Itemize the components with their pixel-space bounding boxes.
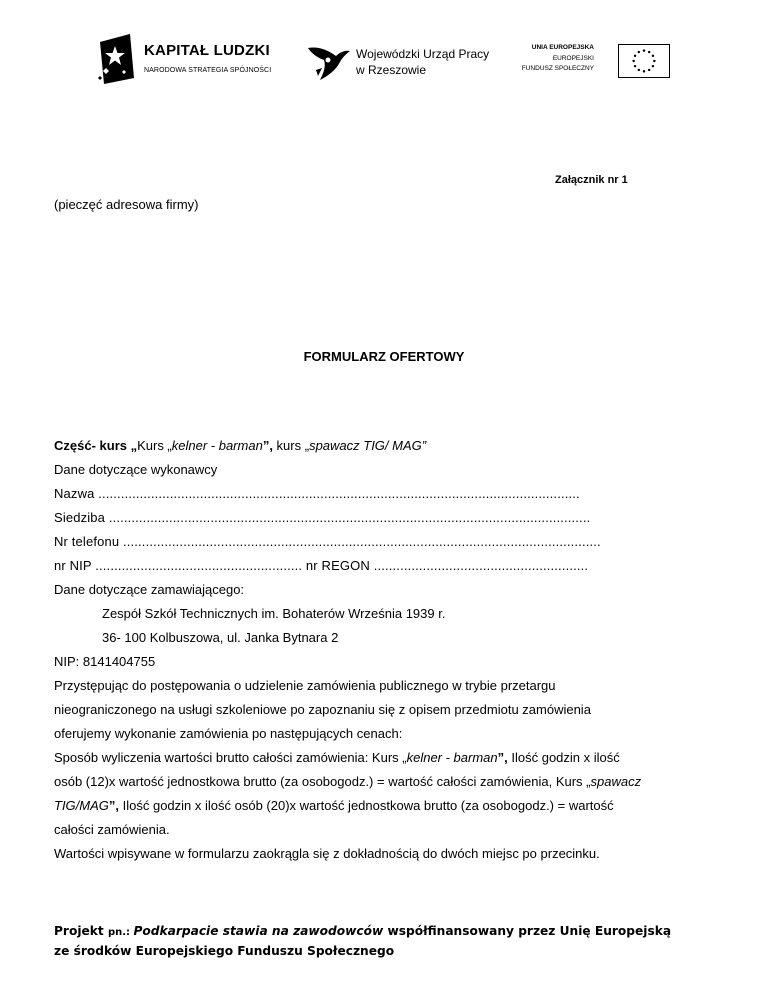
ordering-party-heading: Dane dotyczące zamawiającego: — [54, 582, 245, 597]
eu-line3: FUNDUSZ SPOŁECZNY — [521, 65, 594, 72]
ordering-party-nip: NIP: 8141404755 — [54, 654, 156, 669]
kapital-ludzki-logo — [96, 30, 272, 88]
calc-line-2 — [54, 774, 641, 789]
intro-line-3: oferujemy wykonanie zamówienia po następujących cenach: — [54, 726, 403, 741]
name-field: Nazwa ................................................................................................................................ — [54, 486, 580, 501]
wup-name-line1: Wojewódzki Urząd Pracy — [356, 47, 490, 61]
wup-bird-icon — [306, 40, 352, 82]
footer-line-2: ze środków Europejskiego Funduszu Społecznego — [54, 944, 395, 958]
ordering-party-address: 36- 100 Kolbuszowa, ul. Janka Bytnara 2 — [102, 630, 339, 645]
calc-text-a4: Ilość godzin x ilość — [507, 750, 620, 765]
calc-text-c3: Ilość godzin x ilość osób (20)x wartość jednostkowa brutto (za osobogodz.) = wartość — [119, 798, 614, 813]
rounding-note: Wartości wpisywane w formularzu zaokrągla się z dokładnością do dwóch miejsc po przecinku. — [54, 846, 600, 861]
calc-kelner: kelner - barman — [406, 750, 498, 765]
calc-spawacz: spawacz — [590, 774, 642, 789]
form-title: FORMULARZ OFERTOWY — [303, 349, 465, 364]
eu-line1: UNIA EUROPEJSKA — [531, 44, 594, 51]
eu-efs-logo — [521, 44, 670, 80]
kapital-ludzki-emblem-icon — [96, 30, 138, 86]
footer-line-1 — [54, 922, 671, 942]
nip-regon-field: nr NIP ....................................................... nr REGON ......................................................... — [54, 558, 589, 573]
eu-flag-icon — [618, 44, 670, 78]
calc-sep-a: ”, — [497, 750, 508, 765]
eu-line2: EUROPEJSKI — [552, 55, 594, 62]
calc-sep-c: ”, — [108, 798, 120, 813]
footer-cofinanced: współfinansowany przez Unię Europejską — [383, 924, 672, 938]
calc-text-a1: Sposób wyliczenia wartości brutto całości zamówienia: Kurs „ — [54, 750, 407, 765]
kapital-ludzki-subtitle: NARODOWA STRATEGIA SPÓJNOŚCI — [144, 67, 272, 74]
address-field: Siedziba ................................................................................................................................ — [54, 510, 591, 525]
kapital-ludzki-title: KAPITAŁ LUDZKI — [144, 42, 270, 59]
course-spawacz: spawacz TIG/ MAG” — [309, 438, 427, 453]
calc-line-4: całości zamówienia. — [54, 822, 170, 837]
wup-name-line2: w Rzeszowie — [356, 63, 427, 77]
calc-line-1 — [54, 750, 620, 765]
company-stamp-label: (pieczęć adresowa firmy) — [54, 197, 199, 212]
footer-projekt: Projekt — [54, 924, 108, 938]
course-prefix-2: kurs „ — [272, 438, 310, 453]
wup-rzeszow-logo — [306, 40, 496, 84]
intro-line-1: Przystępując do postępowania o udzielenie zamówienia publicznego w trybie przetargu — [54, 678, 556, 693]
contractor-data-heading: Dane dotyczące wykonawcy — [54, 462, 218, 477]
ordering-party-name: Zespół Szkół Technicznych im. Bohaterów Września 1939 r. — [102, 606, 446, 621]
attachment-number: Załącznik nr 1 — [555, 174, 628, 186]
calc-line-3 — [54, 798, 614, 813]
intro-line-2: nieograniczonego na usługi szkoleniowe po zapoznaniu się z opisem przedmiotu zamówienia — [54, 702, 591, 717]
footer-pn: pn.: — [107, 927, 134, 938]
course-sep: ”, — [262, 438, 273, 453]
course-prefix: Kurs „ — [137, 438, 172, 453]
footer-project-name: Podkarpacie stawia na zawodowców — [133, 924, 384, 938]
course-kelner: kelner - barman — [171, 438, 263, 453]
calc-tigmag: TIG/MAG — [54, 798, 109, 813]
project-footer — [54, 922, 671, 960]
course-part-line — [54, 438, 426, 453]
calc-text-b1: osób (12)x wartość jednostkowa brutto (za osobogodz.) = wartość całości zamówienia, Kurs „ — [54, 774, 591, 789]
part-label: Część- kurs „ — [54, 438, 138, 453]
phone-field: Nr telefonu ............................................................................................................................... — [54, 534, 601, 549]
